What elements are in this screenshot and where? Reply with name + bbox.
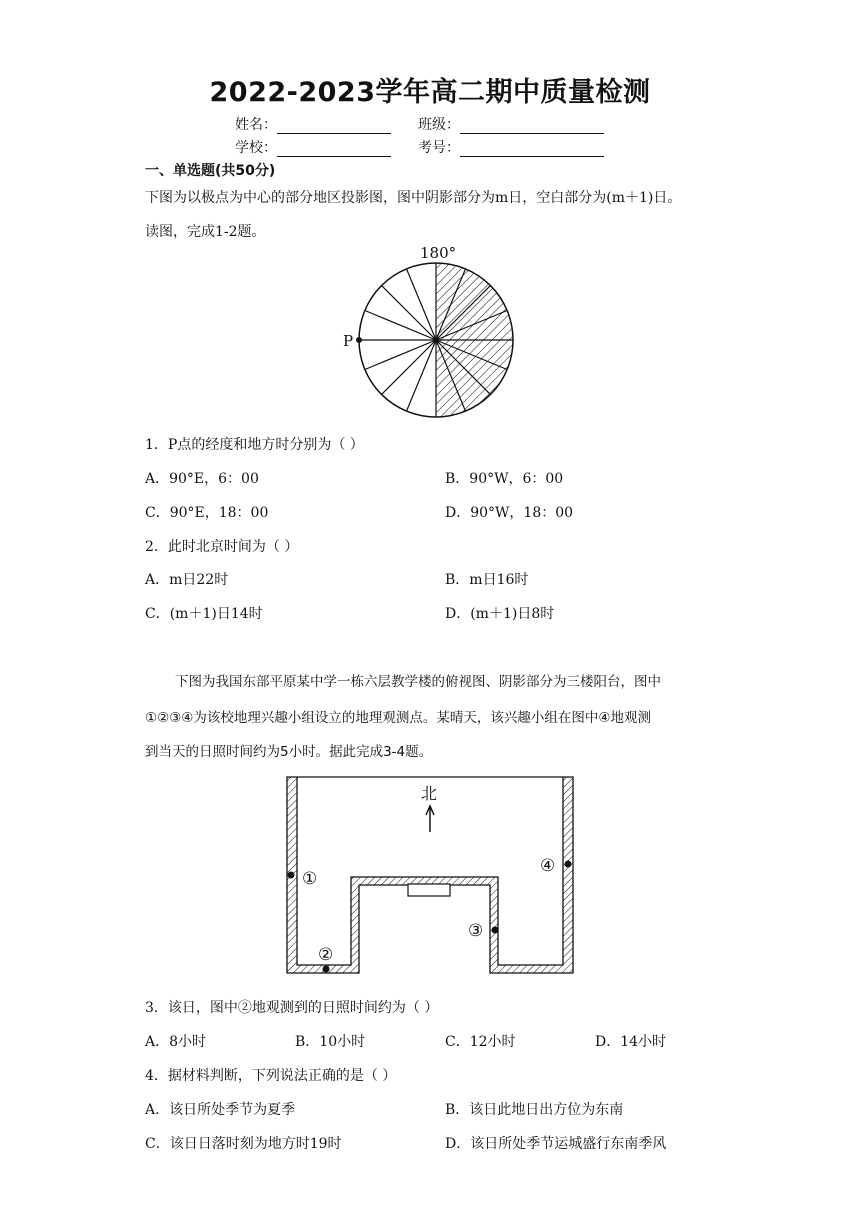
q4-option-c: C．该日日落时刻为地方时19时 [145,1136,342,1152]
exam-no-field [418,137,604,157]
observation-point-2-label: ② [318,945,334,965]
observation-point-3-label: ③ [468,921,484,941]
pole-point [433,337,439,343]
q1-option-a: A．90°E，6：00 [145,471,259,487]
observation-point-1-marker [288,872,295,879]
passage1-line2: 读图，完成1-2题。 [145,224,266,240]
school-field [235,137,391,157]
meridian-180-label: 180° [420,244,457,262]
q3-option-d: D．14小时 [595,1034,667,1050]
q4-option-b: B．该日此地日出方位为东南 [445,1102,624,1118]
q2-option-d: D．(m＋1)日8时 [445,606,555,622]
passage1-line1: 下图为以极点为中心的部分地区投影图，图中阴影部分为m日，空白部分为(m＋1)日。 [145,190,682,206]
exam-no-blank [460,142,604,157]
page-title: 2022-2023学年高二期中质量检测 [209,77,651,108]
north-label: 北 [421,784,438,803]
q1-option-c: C．90°E，18：00 [145,505,269,521]
q1-option-d: D．90°W，18：00 [445,505,574,521]
observation-point-4-label: ④ [540,856,556,876]
observation-point-1-label: ① [302,869,318,889]
class-field [418,114,604,134]
passage2-line1: 下图为我国东部平原某中学一栋六层教学楼的俯视图、阴影部分为三楼阳台，图中 [175,674,661,690]
class-label: 班级： [418,117,460,133]
q2-option-b: B．m日16时 [445,572,529,588]
observation-point-2-marker [323,966,330,973]
point-p-label: P [343,332,354,350]
q3-option-a: A．8小时 [145,1034,207,1050]
q1-stem: 1．P点的经度和地方时分别为（ ） [145,437,364,453]
q2-option-a: A．m日22时 [145,572,229,588]
q2-stem: 2．此时北京时间为（ ） [145,539,299,555]
class-blank [460,119,604,134]
building-plan-figure [280,770,580,980]
passage2-line2: ①②③④为该校地理兴趣小组设立的地理观测点。某晴天，该兴趣小组在图中④地观测 [145,710,652,726]
observation-point-4-marker [565,861,572,868]
q4-option-d: D．该日所处季节运城盛行东南季风 [445,1136,667,1152]
q3-option-b: B．10小时 [295,1034,366,1050]
passage2-line3: 到当天的日照时间约为5小时。据此完成3-4题。 [145,744,433,760]
window [408,884,450,896]
q3-stem: 3．该日，图中②地观测到的日照时间约为（ ） [145,1000,439,1016]
school-blank [277,142,391,157]
name-label: 姓名： [235,117,277,133]
school-label: 学校： [235,140,277,156]
q1-option-b: B．90°W，6：00 [445,471,564,487]
q4-stem: 4．据材料判断，下列说法正确的是（ ） [145,1068,397,1084]
point-p-marker [356,337,362,343]
polar-projection-figure [330,240,530,420]
name-blank [277,119,391,134]
exam-no-label: 考号： [418,140,460,156]
q2-option-c: C．(m＋1)日14时 [145,606,263,622]
q3-option-c: C．12小时 [445,1034,516,1050]
observation-point-3-marker [492,927,499,934]
section-heading: 一、单选题(共50分) [145,163,276,179]
q4-option-a: A．该日所处季节为夏季 [145,1102,296,1118]
name-field [235,114,391,134]
